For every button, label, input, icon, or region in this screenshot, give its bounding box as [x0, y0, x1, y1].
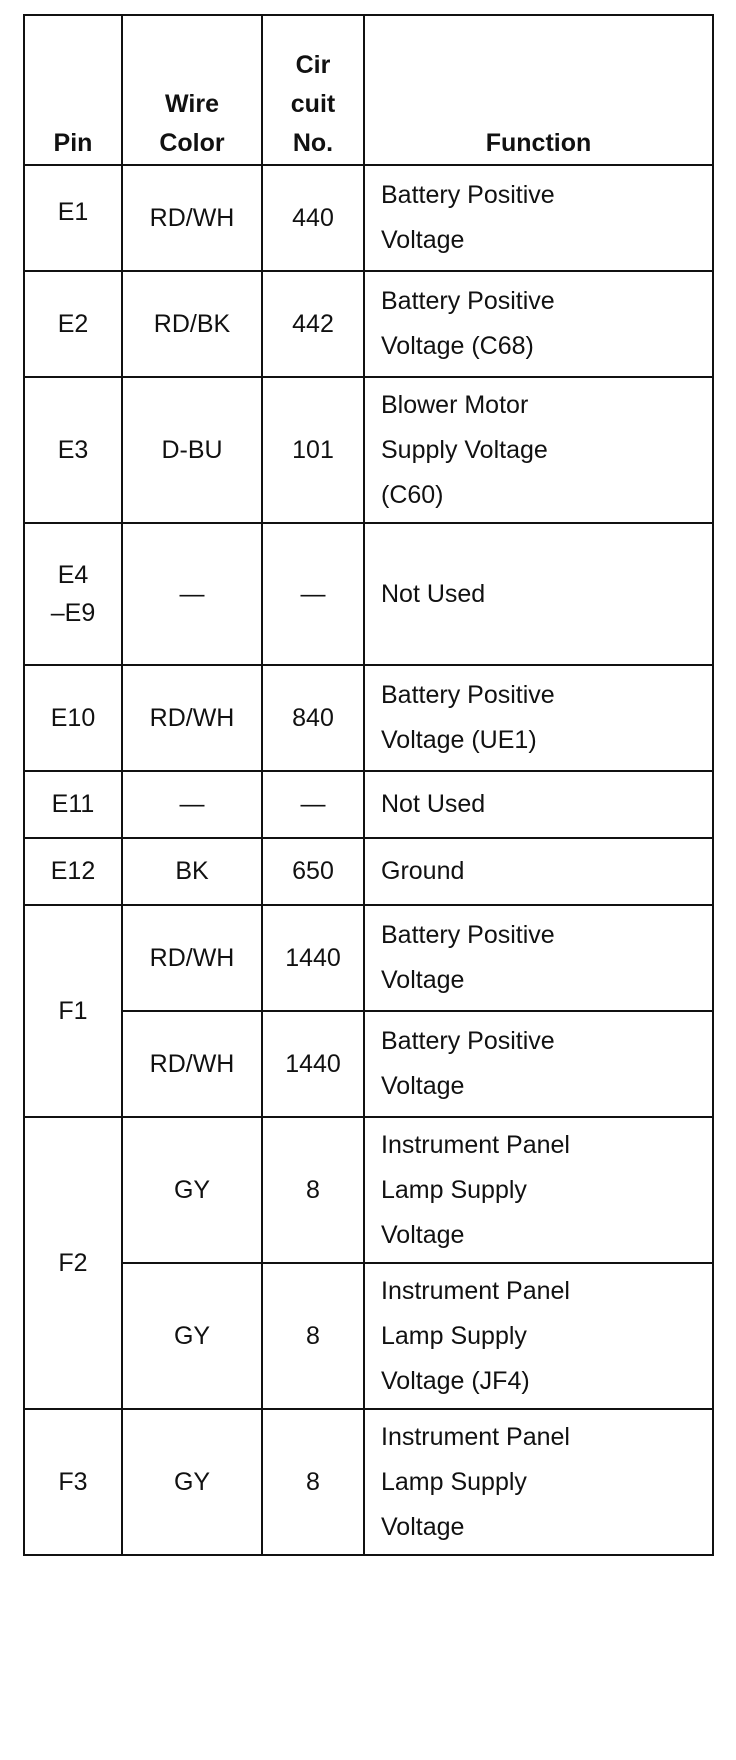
function-cell: Battery Positive Voltage (C68): [364, 271, 713, 377]
pin-cell: F3: [24, 1409, 122, 1555]
function-cell: Blower Motor Supply Voltage (C60): [364, 377, 713, 523]
wire-color-cell: RD/BK: [122, 271, 262, 377]
function-cell: Not Used: [364, 771, 713, 838]
function-cell: Battery Positive Voltage: [364, 905, 713, 1011]
pin-cell: F1: [24, 905, 122, 1117]
wire-color-cell: RD/WH: [122, 165, 262, 271]
table-row: [24, 165, 713, 271]
pin-cell: E3: [24, 377, 122, 523]
wire-color-cell: —: [122, 771, 262, 838]
pin-cell: E2: [24, 271, 122, 377]
circuit-cell: 8: [262, 1263, 364, 1409]
wire-color-cell: RD/WH: [122, 665, 262, 771]
wire-color-cell: D-BU: [122, 377, 262, 523]
table-row: [24, 905, 713, 1011]
function-cell: Instrument Panel Lamp Supply Voltage: [364, 1117, 713, 1263]
table-row: [24, 771, 713, 838]
function-cell: Battery Positive Voltage (UE1): [364, 665, 713, 771]
circuit-cell: 1440: [262, 1011, 364, 1117]
header-pin: Pin: [24, 15, 122, 165]
function-cell: Instrument Panel Lamp Supply Voltage (JF4): [364, 1263, 713, 1409]
circuit-cell: 1440: [262, 905, 364, 1011]
header-function: Function: [364, 15, 713, 165]
wire-color-cell: BK: [122, 838, 262, 905]
circuit-cell: 8: [262, 1409, 364, 1555]
circuit-cell: 8: [262, 1117, 364, 1263]
header-circuit-no: Cir cuit No.: [262, 15, 364, 165]
function-cell: Battery Positive Voltage: [364, 1011, 713, 1117]
header-wire-color: Wire Color: [122, 15, 262, 165]
circuit-cell: —: [262, 523, 364, 665]
function-cell: Not Used: [364, 523, 713, 665]
table-row: [24, 523, 713, 665]
circuit-cell: 442: [262, 271, 364, 377]
wire-color-cell: GY: [122, 1117, 262, 1263]
circuit-cell: —: [262, 771, 364, 838]
table-row: [24, 377, 713, 523]
table-row: [24, 1263, 713, 1409]
function-cell: Ground: [364, 838, 713, 905]
pin-cell: E1: [24, 165, 122, 271]
pin-cell: E10: [24, 665, 122, 771]
table-row: [24, 838, 713, 905]
table-row: [24, 1117, 713, 1263]
wire-color-cell: GY: [122, 1263, 262, 1409]
circuit-cell: 101: [262, 377, 364, 523]
pin-cell: E4 –E9: [24, 523, 122, 665]
table-row: [24, 665, 713, 771]
function-cell: Battery Positive Voltage: [364, 165, 713, 271]
pin-cell: F2: [24, 1117, 122, 1409]
circuit-cell: 650: [262, 838, 364, 905]
pin-cell: E12: [24, 838, 122, 905]
circuit-cell: 840: [262, 665, 364, 771]
wire-color-cell: RD/WH: [122, 905, 262, 1011]
pin-cell: E11: [24, 771, 122, 838]
connector-pinout-table: [23, 14, 714, 1556]
wire-color-cell: —: [122, 523, 262, 665]
table-row: [24, 271, 713, 377]
wire-color-cell: RD/WH: [122, 1011, 262, 1117]
wire-color-cell: GY: [122, 1409, 262, 1555]
function-cell: Instrument Panel Lamp Supply Voltage: [364, 1409, 713, 1555]
circuit-cell: 440: [262, 165, 364, 271]
table-row: [24, 1011, 713, 1117]
table-row: [24, 1409, 713, 1555]
